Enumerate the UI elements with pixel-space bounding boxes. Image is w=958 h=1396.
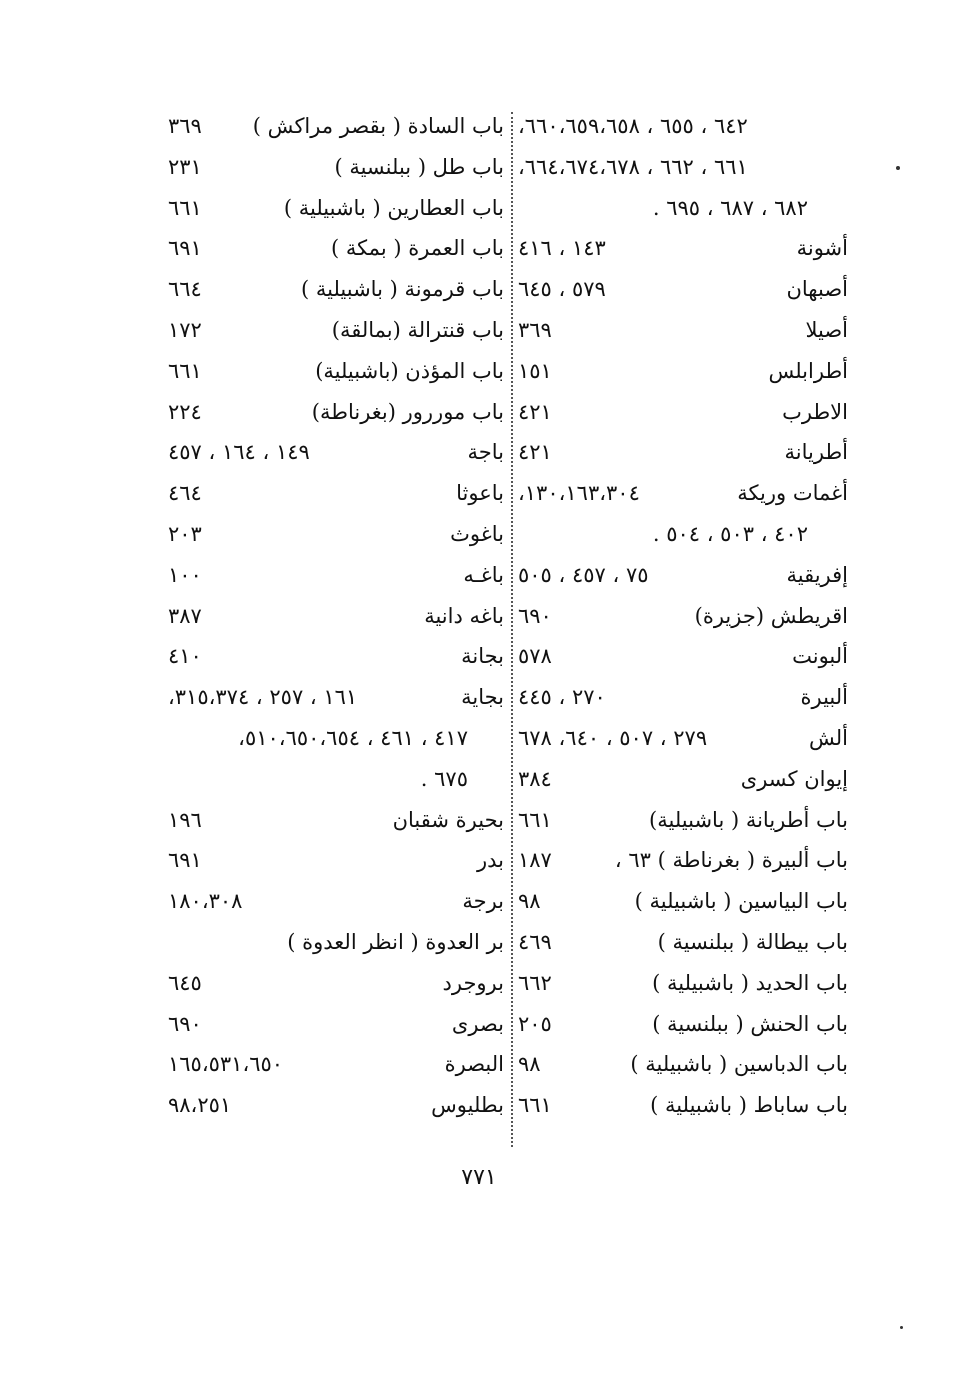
entry-page-numbers: ٦٩١ <box>168 848 202 873</box>
entry-place-name: باب الحديد ( باشبيلية ) <box>652 970 848 995</box>
entry-page-numbers: ٩٨،٢٥١ <box>168 1093 232 1118</box>
entry-place-name: باب أطريانة ( باشبيلية) <box>649 807 848 832</box>
entry-place-name: باب العطارين ( باشبيلية ) <box>283 195 504 220</box>
entry-place-name: أصبهان <box>786 277 848 302</box>
entry-place-name: باب موررور (بغرناطة) <box>311 399 504 424</box>
entry-page-numbers: ١٦٥،٥٣١،٦٥٠ <box>168 1052 284 1077</box>
entry-page-numbers: ٤٦٤ <box>168 481 202 506</box>
index-entry <box>168 1004 504 1045</box>
index-entry <box>168 310 504 351</box>
entry-page-numbers: ١٨٠،٣٠٨ <box>168 889 243 914</box>
entry-page-numbers: ١٨٧ <box>518 848 552 873</box>
index-entry <box>518 188 848 229</box>
index-entry <box>168 800 504 841</box>
index-entry <box>168 473 504 514</box>
entry-page-numbers: ٥٧٨ <box>518 644 552 669</box>
entry-page-numbers: ٣٨٧ <box>168 603 202 628</box>
index-entry <box>518 1004 848 1045</box>
entry-page-numbers: ٦٦٢ <box>518 970 552 995</box>
entry-page-numbers: ٢٣١ <box>168 154 202 179</box>
index-entry <box>168 596 504 637</box>
index-entry <box>518 514 848 555</box>
index-entry <box>168 881 504 922</box>
index-entry <box>518 106 848 147</box>
index-entry <box>168 432 504 473</box>
index-entry <box>518 881 848 922</box>
entry-page-numbers: ٦٦١ <box>168 358 202 383</box>
index-entry <box>518 636 848 677</box>
index-entry <box>168 963 504 1004</box>
index-entry <box>518 840 848 881</box>
entry-place-name: اقريطش (جزيرة) <box>694 603 848 628</box>
entry-place-name: بدر <box>476 848 504 873</box>
index-entry <box>168 636 504 677</box>
entry-place-name: أصيلا <box>805 317 848 342</box>
entry-page-numbers: ٢٠٣ <box>168 521 202 546</box>
entry-page-numbers: ١٠٠ <box>168 562 202 587</box>
entry-page-numbers: ٢٢٤ <box>168 399 202 424</box>
index-entry <box>168 1044 504 1085</box>
entry-place-name: أطريانة <box>784 440 848 465</box>
entry-place-name: باب الحنش ( ببلنسية ) <box>652 1011 848 1036</box>
index-entry <box>518 718 848 759</box>
entry-continuation: ٦٤٢ ، ٦٥٥ ، ٦٦٠،٦٥٩،٦٥٨، <box>518 114 748 138</box>
entry-page-numbers: ٢٠٥ <box>518 1011 552 1036</box>
index-column-right <box>518 106 848 1126</box>
index-entry <box>168 228 504 269</box>
entry-place-name: باب العمرة ( بمكة ) <box>330 236 504 261</box>
index-entry <box>168 759 504 800</box>
entry-page-numbers: ١٣٠،١٦٣،٣٠٤، <box>518 481 640 506</box>
index-entry <box>168 718 504 759</box>
entry-place-name: بجانة <box>461 644 504 669</box>
entry-place-name: البصرة <box>444 1052 504 1077</box>
entry-page-numbers: ٤٦٩ <box>518 929 552 954</box>
entry-place-name: باغه دانية <box>424 603 504 628</box>
entry-place-name: بحيرة شقبان <box>392 807 504 832</box>
entry-cross-reference: بر العدوة ( انظر العدوة ) <box>287 929 504 954</box>
entry-page-numbers: ٦٦١ <box>518 807 552 832</box>
index-entry <box>518 1085 848 1126</box>
entry-place-name: الاطرب <box>782 399 848 424</box>
entry-page-numbers: ٤١٠ <box>168 644 202 669</box>
entry-place-name: باب ساباط ( باشبيلية ) <box>650 1093 848 1118</box>
index-entry <box>518 922 848 963</box>
index-entry <box>168 840 504 881</box>
index-entry <box>168 922 504 963</box>
entry-page-numbers: ٢٧٩ ، ٥٠٧ ، ٦٤٠، ٦٧٨ <box>518 725 708 750</box>
entry-page-numbers: ٢٧٠ ، ٤٤٥ <box>518 685 606 710</box>
index-entry <box>168 351 504 392</box>
index-entry <box>518 432 848 473</box>
entry-place-name: ألبونت <box>792 644 848 669</box>
entry-place-name: باغوث <box>450 521 504 546</box>
entry-page-numbers: ١٤٣ ، ٤١٦ <box>518 236 606 261</box>
entry-place-name: بطليوس <box>431 1093 504 1118</box>
index-entry <box>518 269 848 310</box>
entry-page-numbers: ١٧٢ <box>168 317 202 342</box>
entry-place-name: باب بيطالة ( ببلنسية ) <box>657 929 848 954</box>
index-entry <box>518 351 848 392</box>
index-entry <box>168 106 504 147</box>
index-entry <box>168 392 504 433</box>
index-entry <box>168 677 504 718</box>
index-entry <box>168 514 504 555</box>
index-entry <box>518 677 848 718</box>
index-entry <box>518 800 848 841</box>
entry-place-name: ألبيرة <box>800 685 848 710</box>
page-number: ٧٧١ <box>461 1165 497 1190</box>
entry-place-name: بروجرد <box>442 970 504 995</box>
entry-place-name: باب الدباسين ( باشبيلية ) <box>630 1052 848 1077</box>
entry-page-numbers: ٦٦٤ <box>168 277 202 302</box>
entry-page-numbers: ٥٧٩ ، ٦٤٥ <box>518 277 606 302</box>
entry-page-numbers: ٩٨ <box>518 889 541 914</box>
entry-place-name: أغمات وريكة <box>737 481 848 506</box>
entry-page-numbers: ٣٦٩ <box>168 114 202 138</box>
entry-place-name: أشونة <box>796 236 848 261</box>
entry-page-numbers: ٣٦٩ <box>518 317 552 342</box>
index-entry <box>518 1044 848 1085</box>
entry-continuation: ٦٨٢ ، ٦٨٧ ، ٦٩٥ . <box>652 195 808 220</box>
entry-place-name: إفريقية <box>786 562 848 587</box>
index-entry <box>168 1085 504 1126</box>
index-entry <box>168 269 504 310</box>
entry-continuation: ٤١٧ ، ٤٦١ ، ٥١٠،٦٥٠،٦٥٤، <box>238 725 468 750</box>
entry-place-name: ألش <box>808 725 848 750</box>
entry-page-numbers: ٦٩٠ <box>168 1011 202 1036</box>
index-entry <box>518 555 848 596</box>
entry-page-numbers: ١٤٩ ، ١٦٤ ، ٤٥٧ <box>168 440 310 465</box>
index-entry <box>168 555 504 596</box>
entry-place-name: إيوان كسرى <box>740 766 848 791</box>
entry-place-name: باب السادة ( بقصر مراكش ) <box>252 114 504 138</box>
index-entry <box>518 963 848 1004</box>
index-entry <box>518 147 848 188</box>
index-entry <box>518 473 848 514</box>
entry-place-name: بصرى <box>451 1011 504 1036</box>
entry-continuation: ٦٧٥ . <box>420 766 468 791</box>
entry-page-numbers: ١٥١ <box>518 358 552 383</box>
entry-page-numbers: ٤٢١ <box>518 399 552 424</box>
speck-mark <box>896 166 900 170</box>
entry-continuation: ٤٠٢ ، ٥٠٣ ، ٥٠٤ . <box>652 521 808 546</box>
entry-page-numbers: ٩٨ <box>518 1052 541 1077</box>
entry-page-numbers: ٧٥ ، ٤٥٧ ، ٥٠٥ <box>518 562 649 587</box>
entry-page-numbers: ٦٦١ <box>518 1093 552 1118</box>
entry-page-numbers: ٦٤٥ <box>168 970 202 995</box>
entry-page-numbers: ٦٦١ <box>168 195 202 220</box>
entry-page-numbers: ٦٩١ <box>168 236 202 261</box>
index-entry <box>518 759 848 800</box>
entry-place-name: باب طل ( ببلنسية ) <box>334 154 504 179</box>
entry-place-name: باب ألبيرة ( بغرناطة ) ٦٣ ، <box>614 848 848 873</box>
index-entry <box>518 392 848 433</box>
entry-page-numbers: ١٦١ ، ٢٥٧ ، ٣١٥،٣٧٤، <box>168 685 358 710</box>
entry-place-name: أطرابلس <box>768 358 848 383</box>
entry-page-numbers: ٣٨٤ <box>518 766 552 791</box>
index-entry <box>168 188 504 229</box>
entry-place-name: بجاية <box>461 685 504 710</box>
index-entry <box>518 228 848 269</box>
entry-place-name: برجة <box>462 889 504 914</box>
speck-mark <box>900 1326 903 1329</box>
entry-place-name: باغـه <box>463 562 504 587</box>
index-entry <box>518 596 848 637</box>
column-separator <box>511 112 513 1147</box>
entry-page-numbers: ٦٩٠ <box>518 603 552 628</box>
index-entry <box>168 147 504 188</box>
entry-place-name: باعوثا <box>456 481 504 506</box>
entry-place-name: باب المؤذن (باشبيلية) <box>315 358 504 383</box>
entry-place-name: باجة <box>467 440 504 465</box>
entry-place-name: باب قرمونة ( باشبيلية ) <box>301 277 504 302</box>
index-entry <box>518 310 848 351</box>
entry-page-numbers: ١٩٦ <box>168 807 202 832</box>
entry-page-numbers: ٤٢١ <box>518 440 552 465</box>
entry-place-name: باب البياسين ( باشبيلية ) <box>634 889 848 914</box>
entry-place-name: باب قنترالة (بمالقة) <box>331 317 504 342</box>
index-column-left <box>168 106 504 1126</box>
entry-continuation: ٦٦١ ، ٦٦٢ ، ٦٦٤،٦٧٤،٦٧٨، <box>518 154 748 179</box>
